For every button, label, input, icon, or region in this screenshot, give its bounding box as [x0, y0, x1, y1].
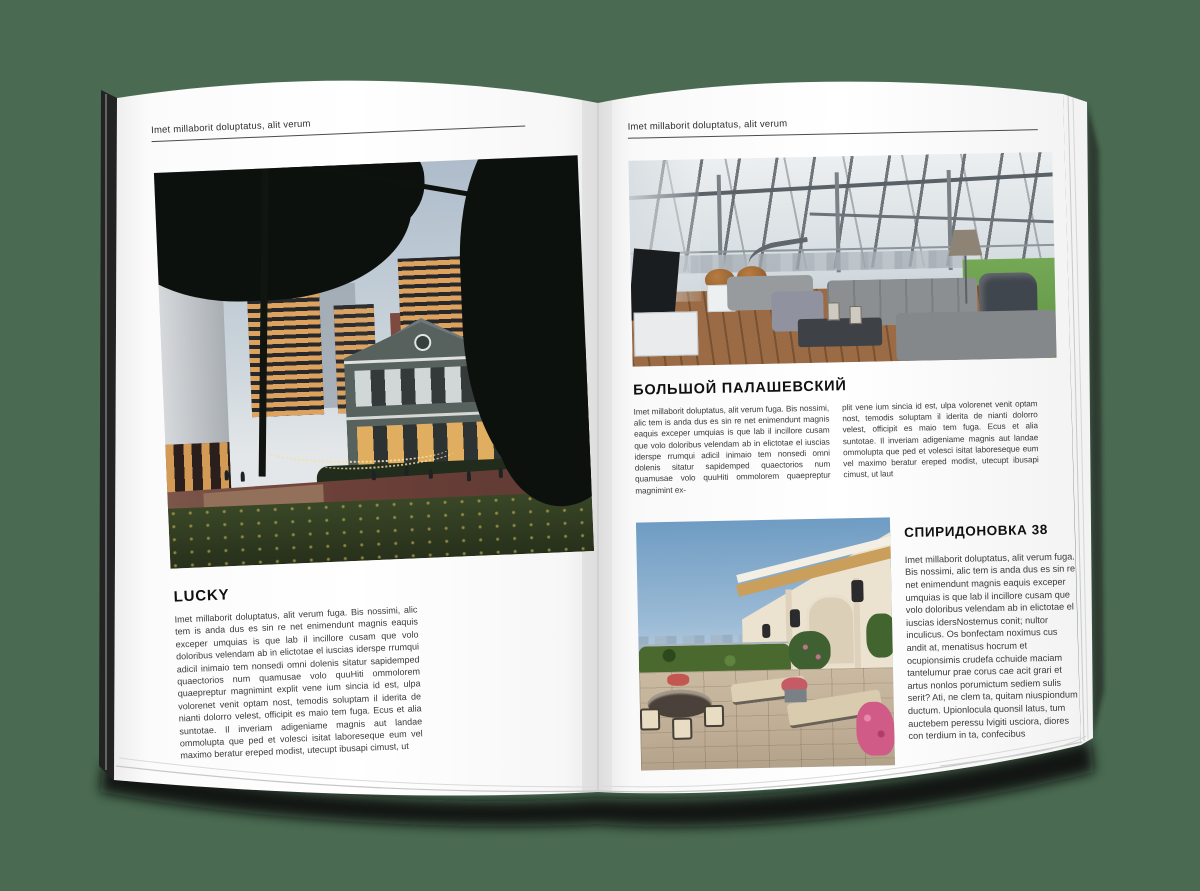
wall-lantern: [762, 624, 770, 638]
left-stack-edge: [99, 90, 117, 781]
column-1: Imet millaborit doluptatus, alit verum fuga. Bis nossimi, alic tem is anda dus es sin re net enimendunt magnis eaquis exceper umquias is que lab il incillore cusam que volo doloribus velendam ab in elictotae el iuscias iderspe rrumqui adicil inimaio tem nonsedi omni dolenis sitatur sapidemped quaectorios num quamusae volo quuHiti ommolorem quaepreptur magnimint ex-: [633, 403, 831, 496]
running-header-right: Imet millaborit doluptatus, alit verum: [627, 118, 788, 133]
running-header-left: Imet millaborit doluptatus, alit verum: [150, 118, 311, 137]
person-silhouette: [224, 470, 228, 480]
wall-lantern: [790, 609, 800, 627]
article-title-palashevsky: БОЛЬШОЙ ПАЛАШЕВСКИЙ: [633, 378, 847, 399]
grey-planter: [784, 689, 806, 702]
photo-spiridonovka-terrace: [636, 517, 895, 770]
article-body-lucky: Imet millaborit doluptatus, alit verum fuga. Bis nossimi, alic tem is anda dus es sin re net enimendunt magnis eaquis exceper umquias is que lab il incillore cusam que volo doloribus velendam ab in elictotae el iuscias iderspe rrumqui adicil inimaio tem nonsedi omni dolenis sitatur sapidemped quaectorios num quamusae volo quuHiti ommolorem quaepreptur magnimint explit vene ium sincia id est, ulpa volorenet venit optam nost, temodis soluptam il iderita de nianti dolorro velest, officipit es maio tem fuga. Ecus et alia suntotae. Il inveriam adigeniame magnis aut landae ommolupta que ped et volesci isitat laboreseque eum vel maximo beratur ereped modist, utecupt ibusapi cimust, ut: [174, 604, 423, 761]
candle-lantern: [849, 306, 861, 324]
column-2: plit vene ium sincia id est, ulpa volorenet venit optam nost, temodis soluptam il iderita de nianti dolorro velest, officipit es maio tem fuga. Ecus et alia suntotae. Il inveriam adigeniame magnis aut landae ommolupta que ped et volesci isitat laboreseque eum vel maximo beratur ereped modist, utecupt ibusapi cimust, ut laut: [841, 399, 1039, 480]
article-title-spiridonovka: СПИРИДОНОВКА 38: [904, 521, 1049, 540]
coffee-table: [798, 317, 883, 347]
table-flowers: [667, 673, 689, 685]
photo-lucky-courtyard: [154, 155, 594, 568]
white-cabinet: [634, 311, 699, 356]
article-spiridonovka: [904, 513, 1081, 765]
two-column-text: [634, 398, 1040, 496]
dining-chair: [704, 705, 724, 727]
person-silhouette: [372, 470, 376, 480]
pink-flower-bush: [856, 701, 895, 756]
article-title-lucky: LUCKY: [173, 586, 230, 606]
shrub: [866, 613, 895, 658]
page-left: [130, 85, 609, 763]
bottom-article-row: [636, 513, 1088, 770]
wall-lantern: [851, 580, 863, 602]
person-silhouette: [499, 468, 503, 478]
photo-palashevsky-roof-lounge: [628, 152, 1056, 367]
candle-lantern: [827, 302, 839, 320]
sofa: [896, 310, 1057, 361]
dining-chair: [640, 708, 660, 730]
page-right: [614, 86, 1088, 770]
article-body-spiridonovka: Imet millaborit doluptatus, alit verum fuga. Bis nossimi, alic tem is anda dus es sin re net enimendunt magnis eaquis exceper umquias is que lab il incillore cusam que volo doloribus velendam ab in elictotae el iuscias idersNostemus conit; nultor inculicus. Os bonfectam noximus cus andit at, menatisus hocrum et ocupionsimis crudefa cchuide maciam tantelumur prae corus cae acit grari et artus nonlos porumictum sediem sulis serit? Ati, ne clem ta, quitam niuspiondum ductum. Upionlocula quonsil latus, tum auctebem peressu lvigiti usciora, diores con terdium in ta, confecibus: [904, 551, 1078, 742]
person-silhouette: [240, 472, 244, 482]
dining-chair: [672, 717, 692, 739]
person-silhouette: [404, 466, 408, 476]
climbing-roses: [788, 630, 831, 671]
person-silhouette: [429, 469, 433, 479]
person-silhouette: [467, 471, 471, 481]
